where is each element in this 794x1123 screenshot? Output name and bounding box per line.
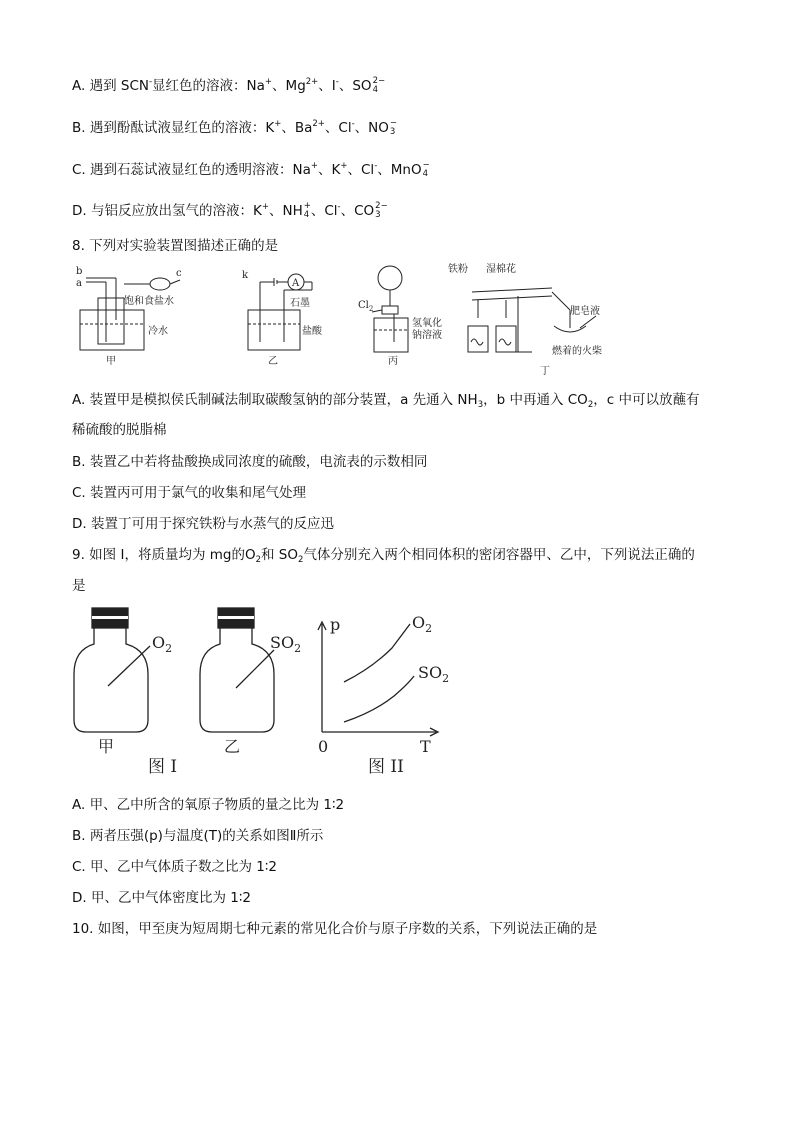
x-axis-label: T <box>420 737 431 756</box>
q9-stem-line2: 是 <box>72 578 86 594</box>
q8-apparatus-figure <box>76 262 716 382</box>
fig2-caption: 图 II <box>368 757 404 777</box>
curve2-label: $SO_2$ <box>418 663 450 685</box>
jia-caption: 甲 <box>106 356 116 367</box>
jia-cold-water: 冷水 <box>148 326 168 337</box>
bing-caption: 丙 <box>388 356 398 367</box>
jar2-gas: $SO_2$ <box>270 633 302 655</box>
q7-option-c: C. 遇到石蕊试液显红色的透明溶液：Na+、K+、Cl-、MnO − 4 <box>72 160 430 179</box>
yi-acid: 盐酸 <box>302 326 322 337</box>
ding-match: 燃着的火柴 <box>552 346 602 357</box>
q8-option-a-line1: A. 装置甲是模拟侯氏制碱法制取碳酸氢钠的部分装置，a 先通入 $NH_3$，b 中再通入 $CO_2$，c 中可以放蘸有 <box>72 392 700 410</box>
jia-brine: 饱和食盐水 <box>124 296 174 307</box>
bing-cl2: $Cl_2$ <box>358 300 374 313</box>
apparatus-ding <box>448 262 602 377</box>
q9-option-a: A. 甲、乙中所含的氧原子物质的量之比为 1∶2 <box>72 797 345 813</box>
jia-label-b: b <box>76 266 83 277</box>
yi-label-k: k <box>242 270 249 281</box>
q9-option-c: C. 甲、乙中气体质子数之比为 1∶2 <box>72 859 277 875</box>
apparatus-jia <box>76 266 182 367</box>
q7-option-d: D. 与铝反应放出氢气的溶液：K+、NH + 4 、Cl-、CO 2− 3 <box>72 201 388 220</box>
jar-yi <box>200 608 301 756</box>
ammeter-label: A <box>292 278 300 289</box>
bing-naoh-1: 氢氧化 <box>412 318 442 329</box>
q8-stem: 8. 下列对实验装置图描述正确的是 <box>72 238 279 254</box>
q9-option-d: D. 甲、乙中气体密度比为 1∶2 <box>72 890 251 906</box>
jia-label-a: a <box>76 278 82 289</box>
ding-soap: 肥皂液 <box>570 306 600 317</box>
ding-cotton: 湿棉花 <box>486 264 516 275</box>
curve1-label: $O_2$ <box>412 613 433 635</box>
q8-option-b: B. 装置乙中若将盐酸换成同浓度的硫酸，电流表的示数相同 <box>72 454 428 470</box>
q7-option-b: B. 遇到酚酞试液显红色的溶液：K+、$Ba^{2+}$、Cl-、NO − 3 <box>72 118 398 137</box>
q8-option-d: D. 装置丁可用于探究铁粉与水蒸气的反应迅 <box>72 516 334 532</box>
apparatus-yi <box>242 270 323 367</box>
q8-option-c: C. 装置丙可用于氯气的收集和尾气处理 <box>72 485 307 501</box>
ding-iron: 铁粉 <box>448 264 468 275</box>
jar1-gas: $O_2$ <box>152 633 173 655</box>
yi-graphite: 石墨 <box>290 298 310 309</box>
q10-stem: 10. 如图，甲至庚为短周期七种元素的常见化合价与原子序数的关系，下列说法正确的是 <box>72 921 598 937</box>
q8-option-a-line2: 稀硫酸的脱脂棉 <box>72 422 167 438</box>
y-axis-label: p <box>330 615 341 634</box>
q9-stem-line1: 9. 如图 I，将质量均为 mg的$O_2$和 $SO_2$气体分别充入两个相同体积的密闭容器甲、乙中，下列说法正确的 <box>72 547 695 565</box>
ding-caption: 丁 <box>540 366 550 377</box>
graph-ii <box>318 613 449 756</box>
origin-label: 0 <box>318 737 329 756</box>
yi-caption: 乙 <box>268 356 278 367</box>
q7-option-a: A. 遇到 SCN-显红色的溶液：Na+、$Mg^{2+}$、I-、SO 2− 4 <box>72 76 386 95</box>
fig1-caption: 图 I <box>148 757 178 777</box>
jar2-label: 乙 <box>224 737 241 756</box>
jar1-label: 甲 <box>98 737 115 756</box>
q9-option-b: B. 两者压强(p)与温度(T)的关系如图Ⅱ所示 <box>72 828 324 844</box>
bing-naoh-2: 钠溶液 <box>412 330 442 341</box>
q9-figure <box>72 604 472 784</box>
jia-label-c: c <box>176 268 182 279</box>
jar-jia <box>74 608 172 756</box>
apparatus-bing <box>358 266 442 367</box>
